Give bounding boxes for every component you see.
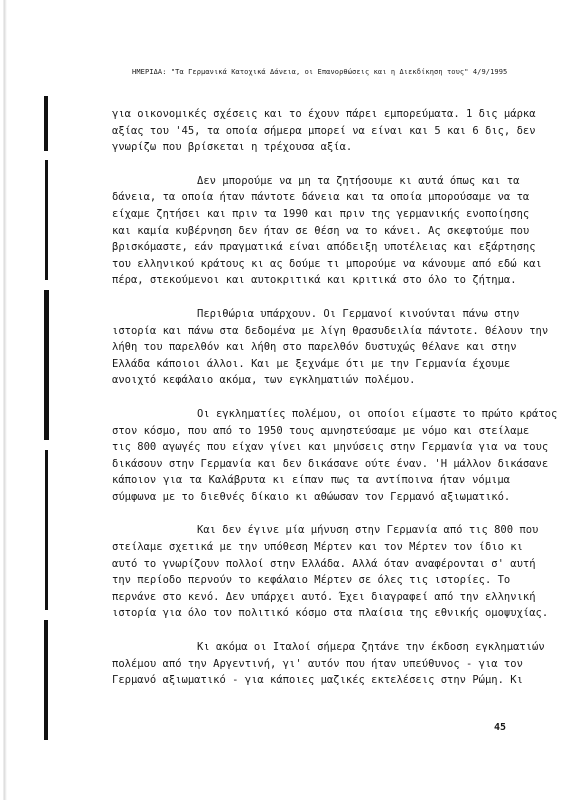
text-line: είχαμε ζητήσει και πριν τα 1990 και πριν της γερμανικής ενοποίησης — [112, 207, 530, 220]
text-line: στείλαμε σχετικά με την υπόθεση Μέρτεν και τον Μέρτεν τον ίδιο κι — [112, 541, 523, 554]
text-line: αξίας του '45, τα οποία σήμερα μπορεί να είναι και 5 και 6 δις, δεν — [112, 124, 536, 137]
text-line: δικάσουν στην Γερμανία και δεν δικάσανε ούτε έναν. 'Η μάλλον δικάσανε — [112, 457, 549, 470]
text-line: και καμία κυβέρνηση δεν ήταν σε θέση να το κάνει. Ας σκεφτούμε που — [112, 224, 530, 237]
scan-edge-mark — [44, 290, 49, 440]
text-line: για οικονομικές σχέσεις και το έχουν πάρει εμπορεύματα. 1 δις μάρκα — [112, 108, 536, 120]
paragraph — [112, 522, 549, 622]
scan-edge-mark — [45, 450, 48, 610]
paragraph — [112, 306, 549, 389]
text-line: πέρα, στεκούμενοι και αυτοκριτικά και κριτικά στο όλο το ζήτημα. — [112, 274, 517, 287]
text-line: του ελληνικού κράτους κι ας δούμε τι μπορούμε να κάνουμε από εδώ και — [112, 257, 542, 270]
scan-edge-mark — [44, 620, 48, 740]
text-line: στον κόσμο, που από το 1950 τους αμνηστεύσαμε με νόμο και στείλαμε — [112, 424, 530, 437]
text-line: Γερμανό αξιωματικό - για κάποιες μαζικές εκτελέσεις στην Ρώμη. Κι — [112, 674, 523, 687]
page-number: 45 — [494, 722, 507, 733]
text-line: την περίοδο περνούν το κεφάλαιο Μέρτεν σε όλες τις ιστορίες. Το — [112, 574, 511, 587]
scan-left-edge — [0, 0, 12, 800]
text-line: γνωρίζω που βρίσκεται η τρέχουσα αξία. — [112, 141, 353, 154]
text-line: κάποιον για τα Καλάβρυτα κι είπαν πως τα αντίποινα ήταν νόμιμα — [112, 474, 510, 487]
paragraph — [112, 106, 536, 156]
text-line: ανοιχτό κεφάλαιο ακόμα, των εγκληματιών πολέμου. — [112, 374, 416, 387]
text-line: Περιθώρια υπάρχουν. Οι Γερμανοί κινούνται πάνω στην — [197, 307, 520, 320]
scan-edge-mark — [45, 160, 48, 280]
paragraph — [112, 173, 542, 289]
text-line: πολέμου από την Αργεντινή, γι' αυτόν που ήταν υπεύθυνος - για τον — [112, 657, 523, 670]
text-line: Και δεν έγινε μία μήνυση στην Γερμανία από τις 800 που — [197, 524, 539, 537]
text-line: αυτό το γνωρίζουν πολλοί στην Ελλάδα. Αλλά όταν αναφέρονται σ' αυτή — [112, 557, 536, 570]
document-body — [112, 106, 558, 706]
text-line: Δεν μπορούμε να μη τα ζητήσουμε κι αυτά όπως και τα — [197, 174, 520, 187]
text-line: ιστορία και πάνω στα δεδομένα με λίγη θρασυδειλία πάντοτε. Θέλουν την — [112, 324, 549, 337]
text-line: περνάνε στο κενό. Δεν υπάρχει αυτό. Έχει διαγραφεί από την ελληνική — [112, 590, 536, 603]
text-line: Ελλάδα κάποιοι άλλοι. Και με ξεχνάμε ότι με την Γερμανία έχουμε — [112, 357, 511, 370]
paragraph — [112, 639, 545, 689]
text-line: Οι εγκληματίες πολέμου, οι οποίοι είμαστε το πρώτο κράτος — [197, 407, 558, 420]
text-line: λήθη του παρελθόν και λήθη στο παρελθόν δυστυχώς θέλανε και στην — [112, 341, 517, 354]
text-line: τις 800 αγωγές που είχαν γίνει και μηνύσεις στην Γερμανία για να τους — [112, 441, 549, 454]
paragraph — [112, 406, 558, 506]
text-line: δάνεια, τα οποία ήταν πάντοτε δάνεια και τα οποία μπορούσαμε να τα — [112, 191, 530, 204]
page-header: ΗΜΕΡΙΔΑ: "Τα Γερμανικά Κατοχικά Δάνεια, οι Επανορθώσεις και η Διεκδίκηση τους" 4/9/1995 — [132, 68, 508, 76]
text-line: σύμφωνα με το διεθνές δίκαιο κι αθώωσαν τον Γερμανό αξιωματικό. — [112, 490, 511, 503]
scan-edge-mark — [44, 96, 48, 151]
text-line: βρισκόμαστε, εάν πραγματικά είναι απόδειξη υποτέλειας και εξάρτησης — [112, 241, 536, 254]
text-line: ιστορία για όλο τον πολιτικό κόσμο στα πλαίσια της εθνικής ομοψυχίας. — [112, 607, 549, 620]
text-line: Κι ακόμα οι Ιταλοί σήμερα ζητάνε την έκδοση εγκληματιών — [197, 641, 545, 654]
